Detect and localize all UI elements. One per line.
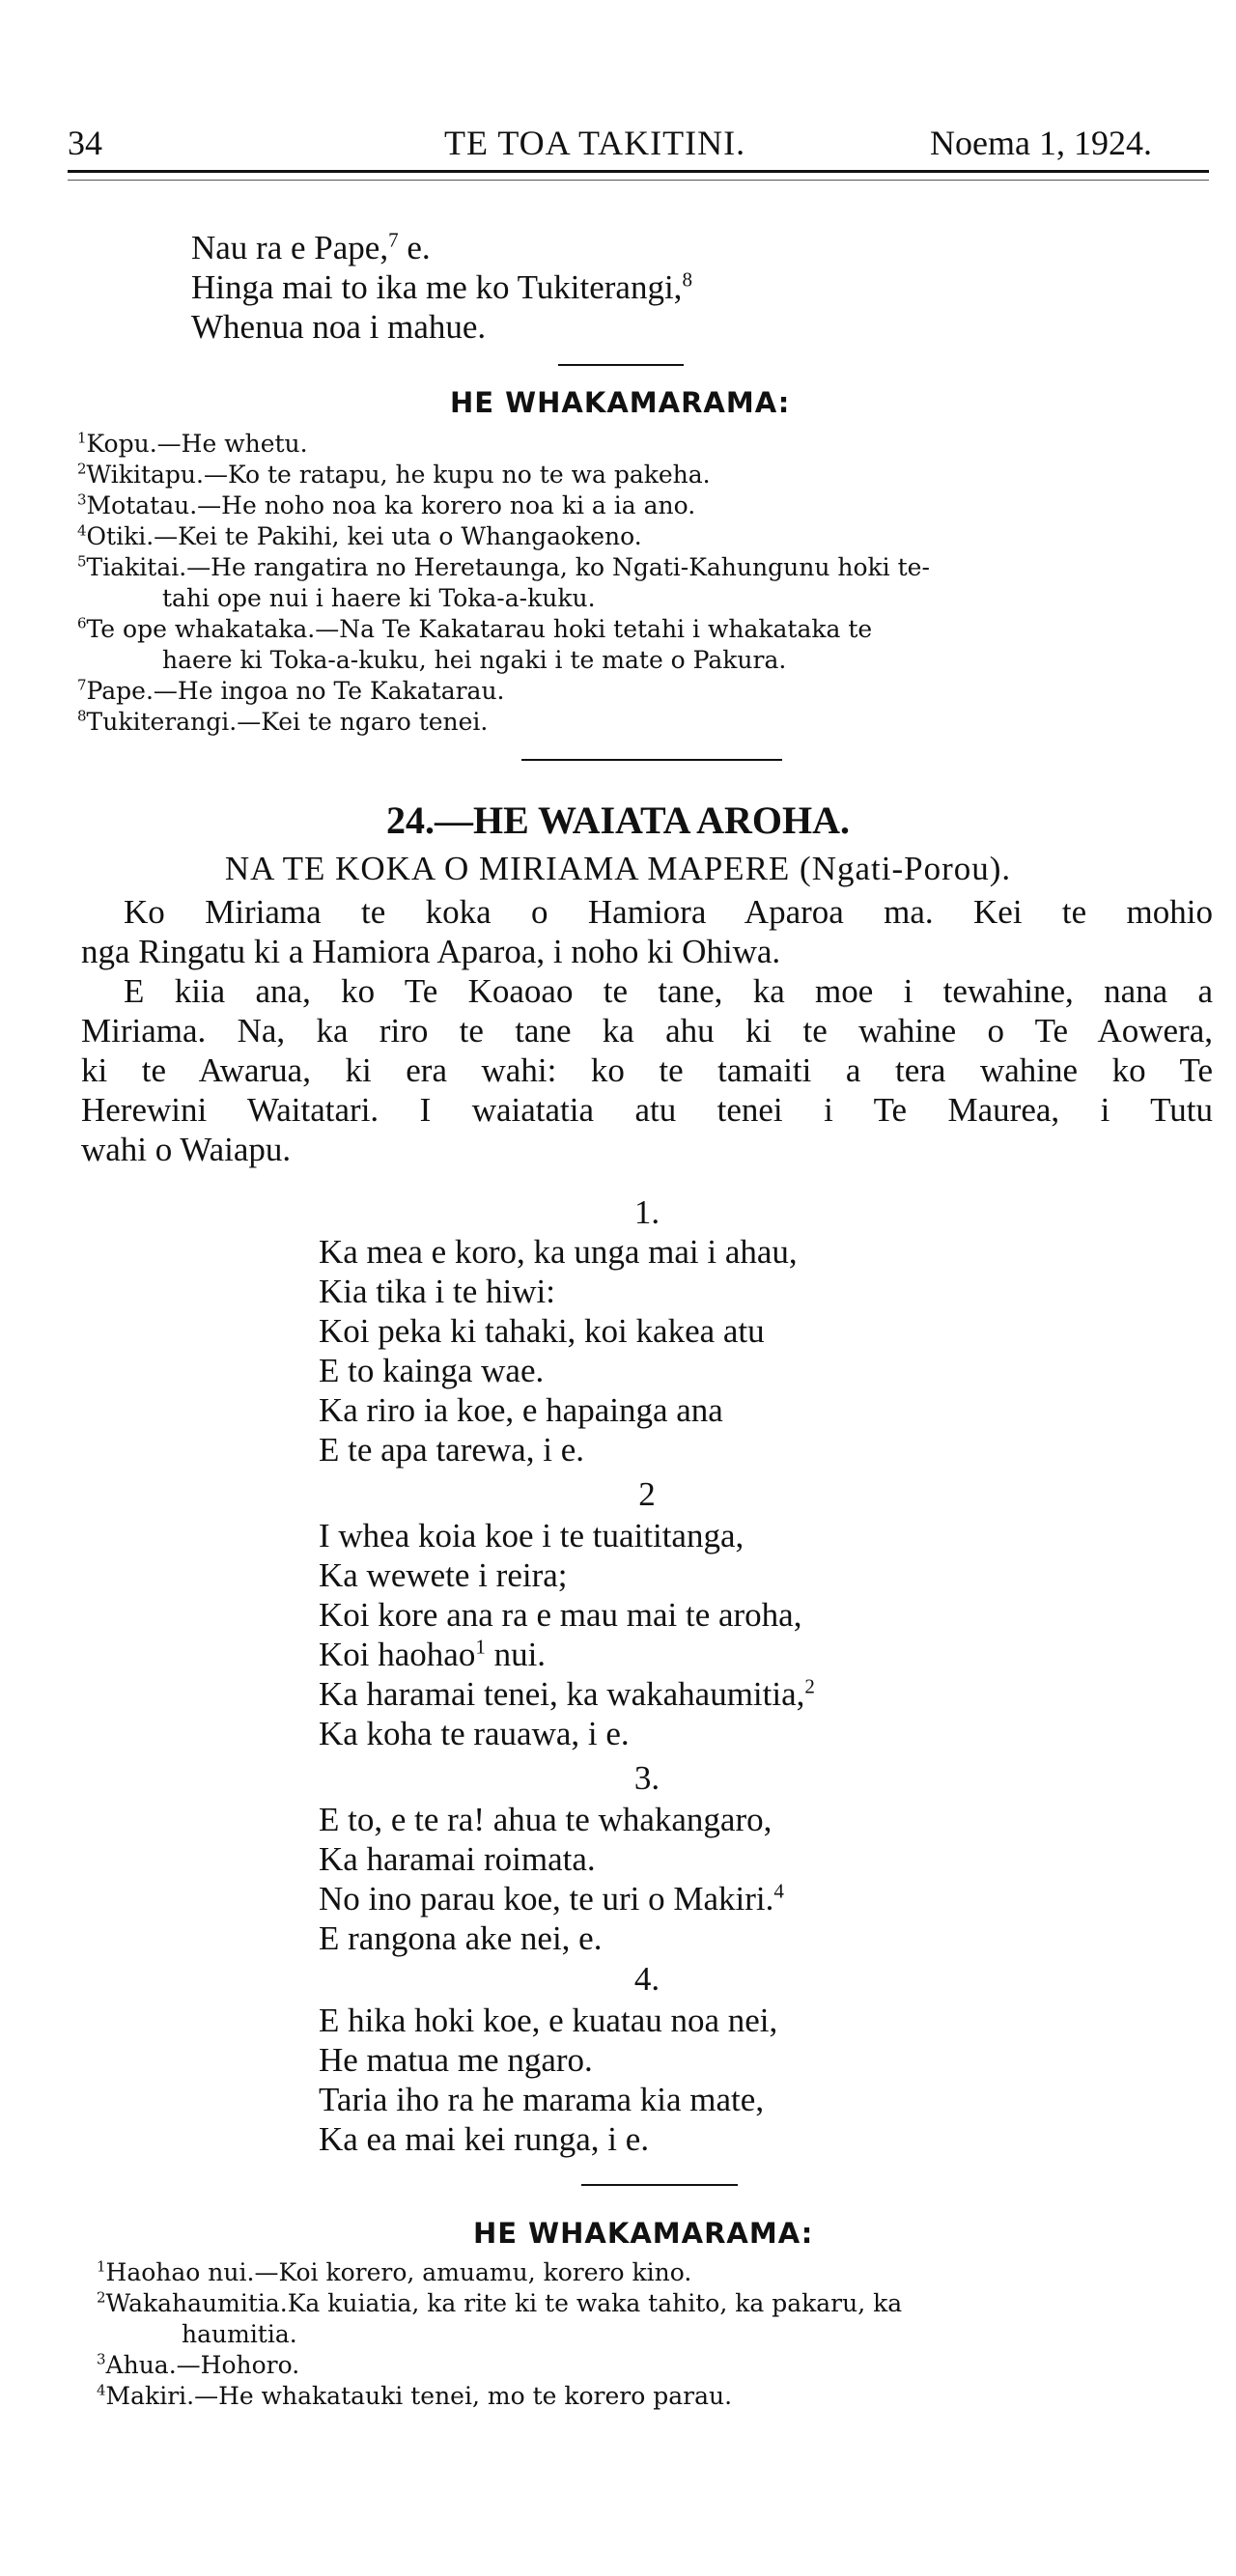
intro-line: Herewini Waitatari. I waiatatia atu tenei i Te Maurea, i Tutu [81,1091,1213,1129]
intro-line: Miriama. Na, ka riro te tane ka ahu ki te wahine o Te Aowera, [81,1012,1213,1050]
section-divider [558,364,684,366]
stanza-number: 4. [633,1960,660,1998]
note-item: $^6$Te ope whakataka.—Na Te Kakatarau hoki tetahi i whakataka te haere ki Toka-a-kuku, hei ngaki i te mate o Pakura. [77,614,873,674]
note-item: $^7$Pape.—He ingoa no Te Kakatarau. [77,676,505,705]
intro-line: Ko Miriama te koka o Hamiora Aparoa ma. Kei te mohio [124,893,1213,931]
intro-line: wahi o Waiapu. [81,1131,292,1168]
stanza-line: Ka haramai roimata. [319,1840,596,1878]
stanza-line: Ka koha te rauawa, i e. [319,1715,630,1752]
stanza-line: Koi kore ana ra e mau mai te aroha, [319,1596,802,1634]
note-item: $^3$Motatau.—He noho noa ka korero noa ki a ia ano. [77,490,696,519]
notes-list [77,429,930,738]
top-verse [191,228,692,347]
stanza-line: Ka riro ia koe, e hapainga ana [319,1391,723,1429]
stanza-line: Ka wewete i reira; [319,1556,568,1594]
stanza-line: E to, e te ra! ahua te whakangaro, [319,1801,772,1838]
stanza-line: No ino parau koe, te uri o Makiri.$^4$ [319,1879,784,1918]
stanza-line: Ka ea mai kei runga, i e. [319,2120,650,2158]
note-item: $^2$Wakahaumitia.Ka kuiatia, ka rite ki te waka tahito, ka pakaru, ka haumitia. [97,2288,903,2348]
song-title: 24.—HE WAIATA AROHA. [385,798,851,842]
stanza-line: I whea koia koe i te tuaititanga, [319,1517,744,1554]
stanza-number: 1. [633,1193,660,1231]
note-item: $^2$Wikitapu.—Ko te ratapu, he kupu no te wa pakeha. [77,460,711,489]
notes-heading: HE WHAKAMARAMA: [450,386,791,419]
stanza-line: Ka haramai tenei, ka wakahaumitia,$^2$ [319,1674,815,1713]
stanza [319,1800,784,1958]
stanza-line: He matua me ngaro. [319,2041,593,2079]
verse-line: Whenua noa i mahue. [191,308,487,346]
stanza-line: Kia tika i te hiwi: [319,1273,555,1310]
note-item: $^1$Kopu.—He whetu. [77,429,308,458]
intro-line: nga Ringatu ki a Hamiora Aparoa, i noho ki Ohiwa. [81,933,781,970]
stanza [319,1232,798,1470]
note-item: $^1$Haohao nui.—Koi korero, amuamu, korero kino. [97,2257,692,2286]
verse-line: Nau ra e Pape,$^7$ e. [191,228,431,266]
intro-line: E kiia ana, ko Te Koaoao te tane, ka moe i tewahine, nana a [124,972,1213,1010]
stanza-number: 2 [638,1475,656,1513]
header-rule-thin [68,180,1209,181]
issue-date: Noema 1, 1924. [930,124,1152,162]
song-intro [81,892,1213,1169]
verse-line: Hinga mai to ika me ko Tukiterangi,$^8$ [191,267,692,306]
section-divider [581,2184,738,2186]
stanza-line: E to kainga wae. [319,1352,545,1389]
note-item: $^4$Otiki.—Kei te Pakihi, kei uta o Whangaokeno. [77,521,642,550]
stanza [319,1516,815,1753]
notes-list [97,2257,902,2412]
note-item: $^5$Tiakitai.—He rangatira no Heretaunga, ko Ngati-Kahungunu hoki te- tahi ope nui i haere ki Toka-a-kuku. [77,552,930,612]
publication-title: TE TOA TAKITINI. [444,124,746,162]
stanza-line: Taria iho ra he marama kia mate, [319,2081,765,2118]
stanza-line: Koi peka ki tahaki, koi kakea atu [319,1312,765,1350]
stanza-line: E hika hoki koe, e kuatau noa nei, [319,2002,778,2039]
intro-line: ki te Awarua, ki era wahi: ko te tamaiti a tera wahine ko Te [81,1051,1213,1089]
stanza-number: 3. [633,1759,660,1797]
song-subtitle: NA TE KOKA O MIRIAMA MAPERE (Ngati-Porou). [224,850,1012,887]
note-item: $^4$Makiri.—He whakatauki tenei, mo te korero parau. [97,2381,733,2410]
header-rule [68,170,1209,173]
stanza [319,2001,777,2159]
stanza-line: E te apa tarewa, i e. [319,1431,584,1469]
notes-heading: HE WHAKAMARAMA: [473,2217,814,2250]
stanza-line: Ka mea e koro, ka unga mai i ahau, [319,1233,798,1271]
note-item: $^3$Ahua.—Hohoro. [97,2350,300,2379]
section-divider [521,759,782,761]
stanza-line: Koi haohao$^1$ nui. [319,1635,547,1673]
note-item: $^8$Tukiterangi.—Kei te ngaro tenei. [77,707,489,736]
page-number: 34 [68,124,102,162]
stanza-line: E rangona ake nei, e. [319,1919,603,1957]
